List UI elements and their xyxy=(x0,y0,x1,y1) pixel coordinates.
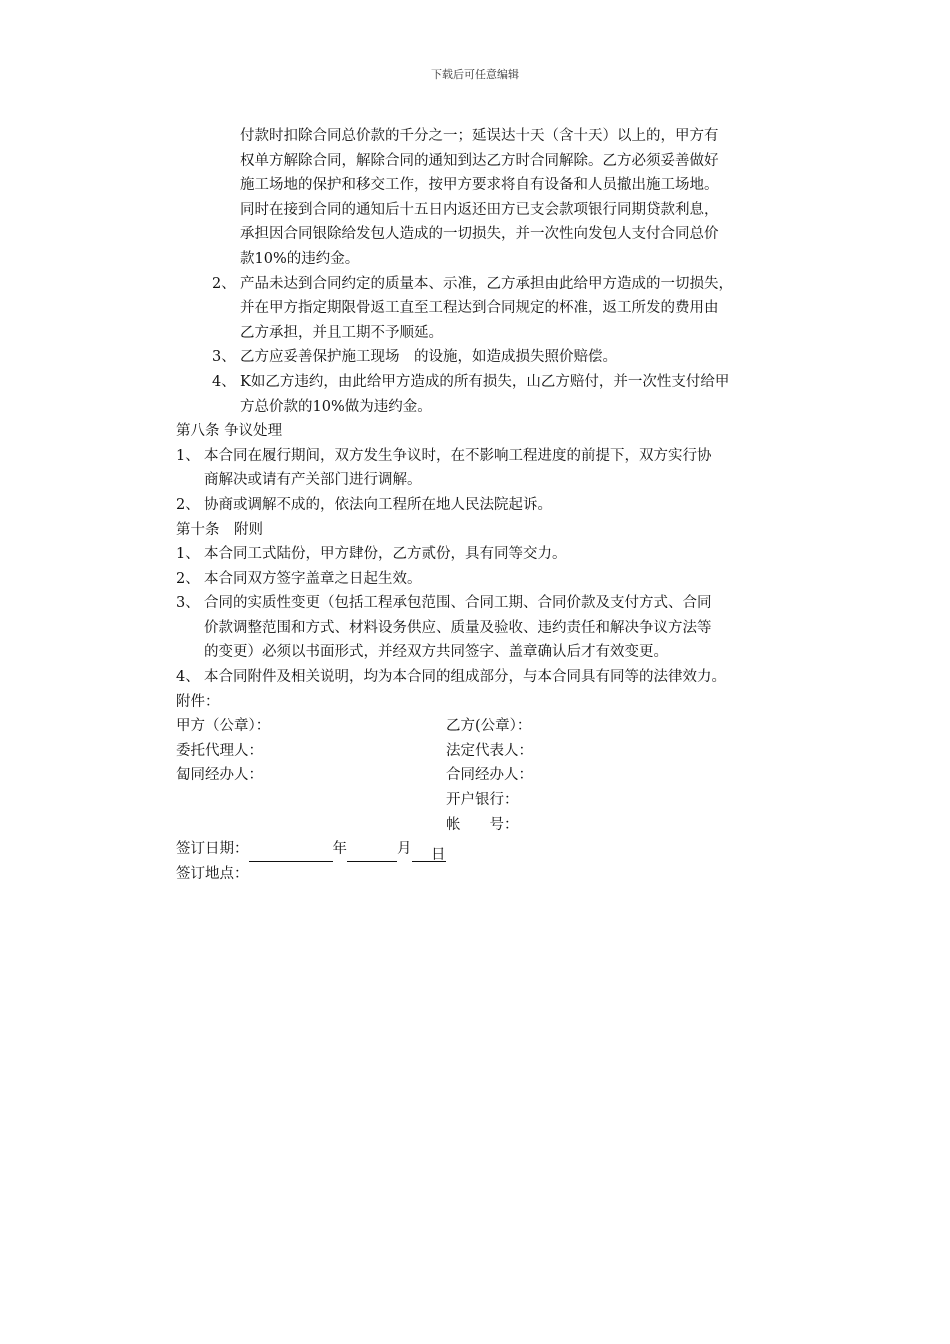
handler-a-label: 匐同经办人： xyxy=(176,767,263,784)
item-text: 本合同在履行期间，双方发生争议时，在不影响工程进度的前提下，双方实行协 xyxy=(204,447,712,464)
item-text: 商解决或请有产关部门进行调解。 xyxy=(204,472,422,489)
item-text: 产品未达到合同约定的质量本、示准，乙方承担由此给甲方造成的一切损失， xyxy=(240,275,733,292)
item-text: 价款调整范围和方式、材料设务供应、质量及验收、违约责任和解决争议方法等 xyxy=(204,619,712,636)
handler-b-label: 合同经办人： xyxy=(446,767,533,784)
item-text: 合同的实质性变更（包括工程承包范围、合同工期、合同价款及支付方式、合同 xyxy=(204,595,712,612)
signature-row xyxy=(176,739,816,764)
attachments-label: 附件： xyxy=(176,693,220,710)
clause-text-line: 付款时扣除合同总价款的千分之一；延误达十天（含十天）以上的，甲方有 xyxy=(240,128,719,144)
item-number: 1、 xyxy=(176,447,200,464)
account-label: 帐 号： xyxy=(446,816,519,833)
party-a-label: 甲方（公章）： xyxy=(176,718,271,735)
agent-label: 委托代理人： xyxy=(176,742,263,759)
item-text: 并在甲方指定期限骨返工直至工程达到合同规定的杯准，返工所发的费用由 xyxy=(240,300,719,317)
item-text: 乙方承担，并且工期不予顺延。 xyxy=(240,324,443,341)
spacer xyxy=(176,788,446,813)
item-number: 2、 xyxy=(212,275,236,292)
signature-row xyxy=(176,763,816,788)
item-text: 本合同附件及相关说明，均为本合同的组成部分，与本合同具有同等的法律效力。 xyxy=(204,669,726,686)
item-number: 1、 xyxy=(176,546,200,563)
item-number: 2、 xyxy=(176,570,200,587)
page-header: 下载后可任意编辑 xyxy=(431,68,519,81)
sign-date-label: 签订日期： xyxy=(176,841,249,858)
list-item xyxy=(176,370,816,395)
clause-text-line: 款10%的违约金。 xyxy=(240,250,360,267)
year-label: 年 xyxy=(332,841,347,858)
list-item xyxy=(176,542,816,567)
list-item xyxy=(176,345,816,370)
month-blank xyxy=(347,843,397,862)
list-item xyxy=(176,493,816,518)
clause-text-line: 施工场地的保护和移交工作，按甲方要求将自有设备和人员撤出施工场地。 xyxy=(240,177,719,194)
party-b-label: 乙方(公章）： xyxy=(446,718,532,735)
article-8-title: 第八条 争议处理 xyxy=(176,423,283,440)
spacer xyxy=(176,813,446,838)
clause-text-line: 承担因合同银除给发包人造成的一切损失，并一次性向发包人支付合同总价 xyxy=(240,226,719,243)
signature-row xyxy=(176,813,816,838)
item-text: 方总价款的10%做为违约金。 xyxy=(240,398,432,415)
day-blank xyxy=(412,843,446,862)
list-item xyxy=(176,272,816,297)
list-item xyxy=(176,444,816,469)
signature-row xyxy=(176,714,816,739)
list-item xyxy=(176,665,816,690)
contract-body xyxy=(176,124,816,886)
year-blank xyxy=(249,843,333,862)
sign-place-label: 签订地点： xyxy=(176,865,249,882)
item-number: 4、 xyxy=(176,669,200,686)
item-text: 本合同双方签字盖章之日起生效。 xyxy=(204,570,422,587)
month-label: 月 xyxy=(397,841,412,858)
item-number: 3、 xyxy=(212,349,236,366)
bank-label: 开户银行： xyxy=(446,792,519,809)
sign-date-row xyxy=(176,837,816,862)
item-text: 本合同工式陆份，甲方肆份，乙方贰份，具有同等交力。 xyxy=(204,546,567,563)
item-number: 2、 xyxy=(176,496,200,513)
item-text: K如乙方违约，由此给甲方造成的所有损失，山乙方赔付，并一次性支付给甲 xyxy=(240,373,730,390)
item-number: 4、 xyxy=(212,373,236,390)
day-label: 日 xyxy=(431,846,446,863)
list-item xyxy=(176,591,816,616)
clause-text-line: 同时在接到合同的通知后十五日内返还田方已支会款项银行同期贷款利息， xyxy=(240,201,719,218)
clause-text-line: 权单方解除合同，解除合同的通知到达乙方时合同解除。乙方必须妥善做好 xyxy=(240,152,719,169)
list-item xyxy=(176,567,816,592)
item-text: 协商或调解不成的，依法向工程所在地人民法院起诉。 xyxy=(204,496,552,513)
article-10-title: 第十条 附则 xyxy=(176,521,263,538)
item-text: 的变更）必须以书面形式，并经双方共同签字、盖章确认后才有效变更。 xyxy=(204,644,668,661)
signature-row xyxy=(176,788,816,813)
legal-rep-label: 法定代表人： xyxy=(446,742,533,759)
item-text: 乙方应妥善保护施工现场 的设施，如造成损失照价赔偿。 xyxy=(240,349,617,366)
item-number: 3、 xyxy=(176,595,200,612)
